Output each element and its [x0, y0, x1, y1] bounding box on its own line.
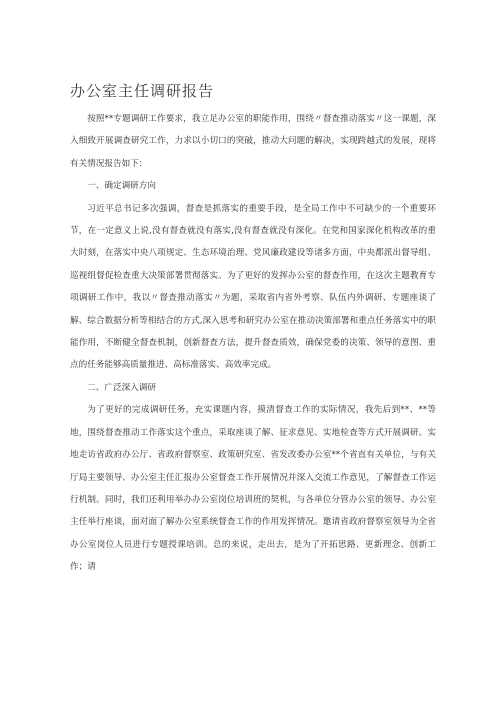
document-body [70, 108, 436, 579]
section-paragraph-direction: 习近平总书记多次强调，督查是抓落实的重要手段，是全局工作中不可缺少的一个重要环节，在一定意义上说,没有督查就没有落实,没有督查就没有深化。在党和国家深化机构改革的重大时刻，在落实中央八项规定、生态环境治理、党风廉政建设等诸多方面，中央都派出督导组、巡视组督促检查重大决策部署贯彻落实。为了更好的发挥办公室的督查作用，在这次主题教育专项调研工作中，我以〃督查推动落实〃为题，采取省内省外考察、队伍内外调研、专题座谈了解、综合数据分析等相结合的方式,深入思考和研究办公室在推动决策部署和重点任务落实中的职能作用，不断健全督查机制，创新督查方法，提升督查质效，确保党委的决策、领导的意图、重点的任务能够高质量推进、高标准落实、高效率完成。 [70, 203, 436, 371]
section-heading-direction: 一、确定调研方向 [87, 181, 156, 192]
intro-paragraph: 按照**专题调研工作要求，我立足办公室的职能作用，围绕〃督查推动落实〃这一课题，深入细致开展调查研究工作，力求以小切口的突破，推动大问题的解决，实现跨越式的发展，现将有关情况报告如下： [70, 114, 436, 169]
page-title: 办公室主任调研报告 [70, 82, 215, 100]
section-heading-research: 二、广泛深入调研 [87, 382, 156, 393]
section-paragraph-research: 为了更好的完成调研任务，充实课题内容，摸清督查工作的实际情况，我先后到**、**等地，围绕督查推动工作落实这个重点，采取座谈了解、征求意见、实地检查等方式开展调研。实地走访省政府办公厅、省政府督察室、政策研究室、省发改委办公室**个省直有关单位，与有关厅局主要领导、办公室主任汇报办公室督查工作开展情况并深入交流工作意见，了解督查工作运行机制。同时，我们还利用举办办公室岗位培训班的契机，与各单位分管办公室的领导、办公室主任举行座谈，面对面了解办公室系统督查工作的作用发挥情况。邀请省政府督察室领导为全省办公室岗位人员进行专题授课培训。总的来说，走出去，是为了开拓思路、更新理念、创新工作；请 [70, 405, 436, 573]
